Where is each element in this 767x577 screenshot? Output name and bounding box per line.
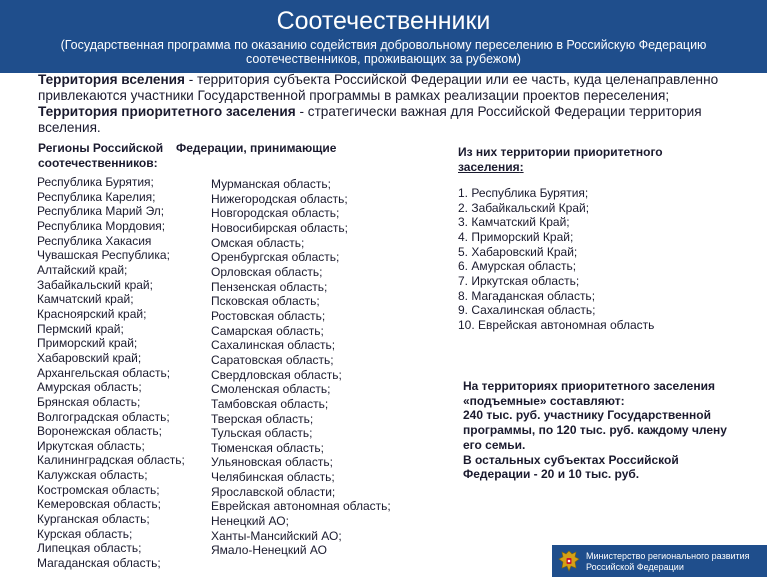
region-item: Республика Хакасия — [37, 233, 152, 248]
region-item: Челябинская область; — [211, 470, 335, 485]
region-item: Хабаровский край; — [37, 350, 142, 365]
support-line: В остальных субъектах Российской — [463, 452, 679, 467]
region-item: Калужская область; — [37, 468, 148, 483]
region-item: Камчатский край; — [37, 292, 134, 307]
definition-settlement-territory: - территория субъекта Российской Федерации или ее часть, куда целенаправленно привлекаются участники Государственной программы в рамках реализации проектов переселения; — [38, 72, 719, 103]
region-item: Алтайский край; — [37, 262, 128, 277]
region-item: Самарская область; — [211, 323, 324, 338]
region-item: Пермский край; — [37, 321, 124, 336]
region-item: Новгородская область; — [211, 206, 340, 221]
region-item: Сахалинская область; — [211, 338, 336, 353]
regions-header-right: Федерации, принимающие — [176, 141, 337, 155]
definition-2 — [38, 104, 753, 136]
regions-list-column-2 — [211, 177, 391, 558]
region-item: Нижегородская область; — [211, 191, 348, 206]
priority-item: 4. Приморский Край; — [458, 229, 574, 244]
region-item: Новосибирская область; — [211, 220, 348, 235]
region-item: Тульская область; — [211, 426, 313, 441]
region-item: Омская область; — [211, 235, 305, 250]
region-item: Ханты-Мансийский АО; — [211, 528, 342, 543]
region-item: Оренбургская область; — [211, 250, 340, 265]
region-item: Тамбовская область; — [211, 396, 329, 411]
definition-priority-territory: - стратегически важная для Российской Федерации территория вселения. — [38, 104, 702, 135]
region-item: Еврейская автономная область; — [211, 499, 391, 514]
support-line: Федерации - 20 и 10 тыс. руб. — [463, 467, 640, 482]
regions-list-column-1 — [37, 175, 185, 571]
definition-1 — [38, 72, 753, 104]
region-item: Красноярский край; — [37, 306, 147, 321]
ministry-name: Министерство регионального развития Российской Федерации — [586, 551, 750, 572]
term-settlement-territory: Территория вселения — [38, 72, 185, 87]
priority-item: 6. Амурская область; — [458, 259, 577, 274]
term-priority-territory: Территория приоритетного заселения — [38, 104, 296, 119]
priority-item: 10. Еврейская автономная область — [458, 317, 655, 332]
region-item: Забайкальский край; — [37, 277, 153, 292]
priority-item: 9. Сахалинская область; — [458, 303, 596, 318]
region-item: Псковская область; — [211, 294, 320, 309]
region-item: Брянская область; — [37, 394, 141, 409]
region-item: Иркутская область; — [37, 438, 145, 453]
region-item: Тверская область; — [211, 411, 314, 426]
page-subtitle — [0, 38, 767, 66]
region-item: Архангельская область; — [37, 365, 171, 380]
definitions — [38, 72, 753, 136]
regions-header-left: Регионы Российской соотечественников: — [38, 141, 164, 170]
relocation-allowance-note — [463, 379, 753, 482]
region-item: Мурманская область; — [211, 177, 332, 191]
priority-item: 8. Магаданская область; — [458, 288, 596, 303]
priority-item: 2. Забайкальский Край; — [458, 200, 590, 215]
footer-ministry-banner — [552, 545, 767, 577]
region-item: Кемеровская область; — [37, 497, 161, 512]
region-item: Приморский край; — [37, 336, 138, 351]
region-item: Курганская область; — [37, 512, 150, 527]
header-banner — [0, 0, 767, 73]
region-item: Смоленская область; — [211, 382, 331, 397]
support-line: программы, по 120 тыс. руб. каждому члену — [463, 423, 727, 438]
priority-item: 5. Хабаровский Край; — [458, 244, 578, 259]
region-item: Ульяновская область; — [211, 455, 333, 470]
region-item: Калининградская область; — [37, 453, 185, 468]
region-item: Чувашская Республика; — [37, 248, 170, 263]
support-line: На территориях приоритетного заселения — [463, 379, 715, 393]
region-item: Ямало-Ненецкий АО — [211, 543, 327, 558]
region-item: Костромская область; — [37, 482, 160, 497]
support-line: 240 тыс. руб. участнику Государственной — [463, 408, 711, 423]
region-item: Липецкая область; — [37, 541, 142, 556]
priority-territories-list — [458, 186, 654, 333]
priority-header-underlined: заселения — [458, 160, 520, 174]
region-item: Тюменская область; — [211, 440, 325, 455]
region-item: Ярославской области; — [211, 484, 336, 499]
region-item: Республика Мордовия; — [37, 218, 166, 233]
priority-item: 3. Камчатский Край; — [458, 215, 570, 230]
priority-item: 7. Иркутская область; — [458, 273, 580, 288]
subtitle-line-1: (Государственная программа по оказанию содействия добровольному переселению в Российскую Федерацию — [60, 38, 707, 52]
region-item: Орловская область; — [211, 264, 323, 279]
region-item: Волгоградская область; — [37, 409, 170, 424]
region-item: Амурская область; — [37, 380, 142, 395]
coat-of-arms-icon — [558, 549, 580, 573]
region-item: Свердловская область; — [211, 367, 342, 382]
priority-header: Из них территории приоритетного заселения: — [458, 145, 663, 174]
region-item: Республика Карелия; — [37, 189, 156, 204]
page-title: Соотечественники — [276, 7, 491, 35]
support-line: «подъемные» составляют: — [463, 393, 625, 408]
region-item: Республика Бурятия; — [37, 175, 154, 189]
priority-item: 1. Республика Бурятия; — [458, 186, 589, 200]
region-item: Воронежская область; — [37, 424, 163, 439]
region-item: Республика Марий Эл; — [37, 204, 165, 219]
subtitle-line-2: соотечественников, проживающих за рубежом) — [246, 52, 521, 66]
region-item: Ростовская область; — [211, 308, 326, 323]
region-item: Магаданская область; — [37, 556, 161, 571]
region-item: Пензенская область; — [211, 279, 328, 294]
region-item: Ненецкий АО; — [211, 514, 289, 529]
region-item: Саратовская область; — [211, 352, 334, 367]
support-line: его семьи. — [463, 437, 526, 452]
region-item: Курская область; — [37, 526, 133, 541]
